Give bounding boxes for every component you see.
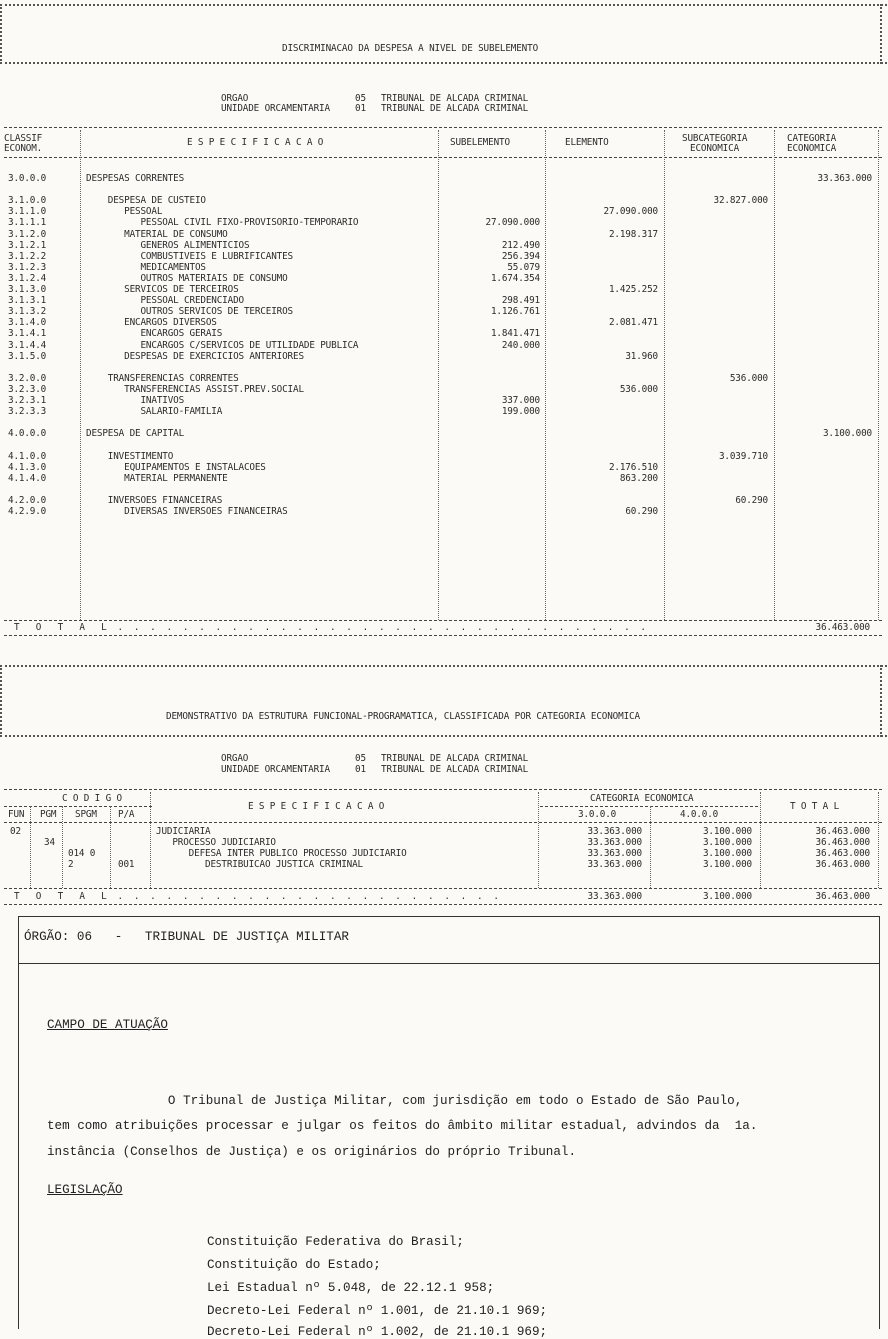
- row-subelemento: 212.490: [501, 239, 540, 251]
- row-especificacao: DESPESAS DE EXERCICIOS ANTERIORES: [86, 350, 304, 362]
- legislacao-heading: LEGISLAÇÃO: [47, 1183, 123, 1197]
- row-cat1: 33.363.000: [587, 859, 642, 871]
- row-categoria: 3.100.000: [822, 428, 872, 440]
- row-total: 36.463.000: [815, 837, 870, 849]
- unidade-name: TRIBUNAL DE ALCADA CRIMINAL: [381, 764, 529, 775]
- table-row: [0, 340, 887, 351]
- row-especificacao: MEDICAMENTOS: [86, 261, 206, 273]
- table-row: [0, 395, 887, 406]
- row-code: 3.2.3.0: [8, 383, 47, 395]
- campo-line-3: instância (Conselhos de Justiça) e os originários do próprio Tribunal.: [47, 1145, 577, 1159]
- row-code: 3.2.0.0: [8, 372, 47, 384]
- orgao06-title-rule: [18, 963, 879, 964]
- unidade-name: TRIBUNAL DE ALCADA CRIMINAL: [381, 103, 529, 114]
- total-label: T O T A L . . . . . . . . . . . . . . . . . . . . . . . . . . . . . . . . .: [14, 622, 646, 633]
- row-code: 4.0.0.0: [8, 428, 47, 440]
- table-row: [0, 284, 887, 295]
- unidade-label: UNIDADE ORCAMENTARIA: [221, 103, 330, 114]
- row-especificacao: JUDICIARIA: [156, 826, 211, 837]
- row-subelemento: 27.090.000: [485, 217, 540, 229]
- row-especificacao: MATERIAL DE CONSUMO: [86, 228, 228, 240]
- row-elemento: 863.200: [619, 472, 658, 484]
- row-code: 4.1.0.0: [8, 450, 47, 462]
- row-elemento: 536.000: [619, 383, 658, 395]
- campo-line-2: tem como atribuições processar e julgar os feitos do âmbito militar estadual, advindos da 1a.: [47, 1119, 758, 1133]
- table-row: [0, 195, 887, 206]
- row-total: 36.463.000: [815, 826, 870, 837]
- row-especificacao: ENCARGOS GERAIS: [86, 328, 223, 340]
- row-cat2: 3.100.000: [702, 837, 752, 849]
- row-code: 3.1.2.2: [8, 250, 47, 262]
- legislacao-item: Decreto-Lei Federal nº 1.001, de 21.10.1 969;: [207, 1304, 548, 1318]
- table-top-rule: [4, 127, 882, 128]
- row-especificacao: OUTROS MATERIAIS DE CONSUMO: [86, 272, 288, 284]
- table-row: [0, 506, 887, 517]
- col-header-classif: CLASSIF: [4, 133, 43, 144]
- total-top-rule: [4, 620, 882, 621]
- table2-header-rule: [4, 822, 882, 823]
- row-total: 36.463.000: [815, 848, 870, 860]
- table-row: [0, 859, 887, 870]
- table-row: [0, 826, 887, 837]
- campo-heading: CAMPO DE ATUAÇÃO: [47, 1018, 168, 1032]
- table-row: [0, 229, 887, 240]
- row-subelemento: 256.394: [501, 250, 540, 262]
- row-especificacao: TRANSFERENCIAS ASSIST.PREV.SOCIAL: [86, 383, 304, 395]
- header-rule: [4, 157, 882, 158]
- categoria-rule: [540, 806, 758, 807]
- orgao-name: TRIBUNAL DE ALCADA CRIMINAL: [381, 753, 529, 764]
- table2-top-rule: [4, 789, 882, 790]
- row-especificacao: DESPESA DE CAPITAL: [86, 428, 185, 440]
- row-especificacao: PESSOAL: [86, 206, 163, 218]
- col-header-classif-2: ECONOM.: [4, 143, 43, 154]
- row-code: 4.2.0.0: [8, 494, 47, 506]
- table-row: [0, 206, 887, 217]
- table-row: [0, 217, 887, 228]
- table-row: [0, 473, 887, 484]
- table-row: [0, 495, 887, 506]
- row-especificacao: INVERSOES FINANCEIRAS: [86, 494, 223, 506]
- total-total: 36.463.000: [815, 891, 870, 902]
- col-header-fun: FUN: [8, 809, 25, 820]
- row-elemento: 2.081.471: [608, 317, 658, 329]
- row-code: 4.1.4.0: [8, 472, 47, 484]
- row-code: 3.1.1.1: [8, 217, 47, 229]
- row-code: 3.1.3.2: [8, 306, 47, 318]
- row-pgm: 34: [44, 837, 55, 849]
- orgao-name: TRIBUNAL DE ALCADA CRIMINAL: [381, 93, 529, 104]
- row-cat2: 3.100.000: [702, 826, 752, 837]
- table-row: [0, 462, 887, 473]
- table-row: [0, 362, 887, 373]
- col-header-total: T O T A L: [790, 801, 840, 812]
- col-header-categoria: CATEGORIA: [787, 133, 837, 144]
- row-especificacao: ENCARGOS C/SERVICOS DE UTILIDADE PUBLICA: [86, 339, 359, 351]
- total-cat1: 33.363.000: [587, 891, 642, 902]
- col-header-cat2: 4.0.0.0: [680, 809, 719, 820]
- campo-line-1: O Tribunal de Justiça Militar, com jurisdição em todo o Estado de São Paulo,: [47, 1094, 743, 1108]
- row-code: 3.1.2.1: [8, 239, 47, 251]
- col-header-especificacao: E S P E C I F I C A C A O: [187, 137, 324, 148]
- table-row: [0, 173, 887, 184]
- row-elemento: 2.176.510: [608, 461, 658, 473]
- row-subcategoria: 3.039.710: [718, 450, 768, 462]
- banner-left-border: [0, 4, 8, 64]
- row-cat1: 33.363.000: [587, 837, 642, 849]
- table-row: [0, 428, 887, 439]
- row-cat1: 33.363.000: [587, 848, 642, 860]
- col-header-categoria-2: ECONOMICA: [787, 143, 837, 154]
- orgao06-title: ÓRGÃO: 06 - TRIBUNAL DE JUSTIÇA MILITAR: [24, 930, 349, 944]
- row-especificacao: COMBUSTIVEIS E LUBRIFICANTES: [86, 250, 293, 262]
- table-row: [0, 439, 887, 450]
- banner-bottom-border: [0, 735, 887, 737]
- row-subelemento: 240.000: [501, 339, 540, 351]
- row-subelemento: 199.000: [501, 406, 540, 418]
- row-code: 3.1.4.4: [8, 339, 47, 351]
- table-row: [0, 328, 887, 339]
- row-code: 4.1.3.0: [8, 461, 47, 473]
- row-spgm: 014 0: [68, 848, 96, 860]
- orgao-label: ORGAO: [221, 93, 249, 104]
- col-header-pgm: PGM: [40, 809, 57, 820]
- row-total: 36.463.000: [815, 859, 870, 871]
- row-especificacao: EQUIPAMENTOS E INSTALACOES: [86, 461, 266, 473]
- table2-total-bottom-rule: [4, 904, 882, 905]
- orgao-code: 05: [355, 753, 366, 764]
- unidade-label: UNIDADE ORCAMENTARIA: [221, 764, 330, 775]
- legislacao-item: Constituição Federativa do Brasil;: [207, 1235, 464, 1249]
- col-header-subelemento: SUBELEMENTO: [450, 137, 510, 148]
- row-especificacao: INVESTIMENTO: [86, 450, 174, 462]
- row-code: 3.1.0.0: [8, 195, 47, 207]
- row-fun: 02: [10, 826, 21, 837]
- table-row: [0, 295, 887, 306]
- table-row: [0, 240, 887, 251]
- col-header-especificacao: E S P E C I F I C A C A O: [248, 801, 385, 812]
- row-spgm: 2: [68, 859, 74, 871]
- row-especificacao: MATERIAL PERMANENTE: [86, 472, 228, 484]
- unidade-code: 01: [355, 764, 366, 775]
- orgao-label: ORGAO: [221, 753, 249, 764]
- orgao-code: 05: [355, 93, 366, 104]
- row-categoria: 33.363.000: [817, 173, 872, 184]
- row-especificacao: DEFESA INTER PUBLICO PROCESSO JUDICIARIO: [156, 848, 407, 860]
- row-subelemento: 337.000: [501, 395, 540, 406]
- col-header-subcategoria-2: ECONOMICA: [690, 143, 740, 154]
- banner-top-border: [0, 4, 887, 6]
- row-elemento: 27.090.000: [603, 206, 658, 218]
- row-code: 3.1.3.0: [8, 284, 47, 295]
- row-code: 3.0.0.0: [8, 173, 47, 184]
- table-row: [0, 848, 887, 859]
- row-code: 3.1.4.0: [8, 317, 47, 329]
- row-subcategoria: 32.827.000: [713, 195, 768, 207]
- row-especificacao: DESPESAS CORRENTES: [86, 173, 185, 184]
- total-value: 36.463.000: [815, 622, 870, 633]
- col-header-codigo: C O D I G O: [62, 793, 122, 804]
- banner-right-border: [880, 4, 888, 64]
- table-row: [0, 273, 887, 284]
- row-subelemento: 1.674.354: [490, 272, 540, 284]
- banner-title: DISCRIMINACAO DA DESPESA A NIVEL DE SUBELEMENTO: [282, 43, 539, 54]
- row-code: 3.2.3.3: [8, 406, 47, 418]
- legislacao-item: Decreto-Lei Federal nº 1.002, de 21.10.1 969;: [207, 1325, 548, 1339]
- row-code: 3.1.5.0: [8, 350, 47, 362]
- row-cat1: 33.363.000: [587, 826, 642, 837]
- row-subelemento: 298.491: [501, 295, 540, 307]
- row-elemento: 31.960: [625, 350, 658, 362]
- row-code: 3.1.2.3: [8, 261, 47, 273]
- row-subelemento: 55.079: [507, 261, 540, 273]
- row-subelemento: 1.841.471: [490, 328, 540, 340]
- table2-total-top-rule: [4, 888, 882, 889]
- row-code: 3.1.3.1: [8, 295, 47, 307]
- table-row: [0, 451, 887, 462]
- legislacao-item: Lei Estadual nº 5.048, de 22.12.1 958;: [207, 1281, 495, 1295]
- table-row: [0, 484, 887, 495]
- row-especificacao: PESSOAL CREDENCIADO: [86, 295, 244, 307]
- banner-bottom-border: [0, 62, 887, 64]
- row-subelemento: 1.126.761: [490, 306, 540, 318]
- table-row: [0, 417, 887, 428]
- col-header-elemento: ELEMENTO: [565, 137, 609, 148]
- table-row: [0, 406, 887, 417]
- row-code: 3.1.2.0: [8, 228, 47, 240]
- row-especificacao: TRANSFERENCIAS CORRENTES: [86, 372, 239, 384]
- row-pa: 001: [118, 859, 135, 871]
- row-especificacao: SALARIO-FAMILIA: [86, 406, 223, 418]
- row-code: 3.1.4.1: [8, 328, 47, 340]
- table-row: [0, 837, 887, 848]
- legislacao-item: Constituição do Estado;: [207, 1258, 381, 1272]
- banner-right-border: [880, 665, 888, 737]
- col-header-categoria-economica: CATEGORIA ECONOMICA: [590, 793, 694, 804]
- col-header-pa: P/A: [118, 809, 135, 820]
- row-elemento: 2.198.317: [608, 228, 658, 240]
- row-code: 3.1.2.4: [8, 272, 47, 284]
- total-bottom-rule: [4, 635, 882, 636]
- row-especificacao: DESTRIBUICAO JUSTICA CRIMINAL: [156, 859, 363, 871]
- row-subcategoria: 60.290: [735, 494, 768, 506]
- row-especificacao: DIVERSAS INVERSOES FINANCEIRAS: [86, 506, 288, 517]
- row-especificacao: INATIVOS: [86, 395, 185, 406]
- row-elemento: 60.290: [625, 506, 658, 517]
- table-row: [0, 373, 887, 384]
- banner-top-border: [0, 665, 887, 667]
- table-row: [0, 306, 887, 317]
- table-row: [0, 317, 887, 328]
- banner-left-border: [0, 665, 8, 737]
- row-especificacao: GENEROS ALIMENTICIOS: [86, 239, 250, 251]
- row-especificacao: PESSOAL CIVIL FIXO-PROVISORIO-TEMPORARIO: [86, 217, 359, 229]
- row-especificacao: DESPESA DE CUSTEIO: [86, 195, 206, 207]
- row-elemento: 1.425.252: [608, 284, 658, 295]
- row-especificacao: SERVICOS DE TERCEIROS: [86, 284, 239, 295]
- row-code: 3.2.3.1: [8, 395, 47, 406]
- row-especificacao: ENCARGOS DIVERSOS: [86, 317, 217, 329]
- row-code: 3.1.1.0: [8, 206, 47, 218]
- banner-title: DEMONSTRATIVO DA ESTRUTURA FUNCIONAL-PROGRAMATICA, CLASSIFICADA POR CATEGORIA ECONOMICA: [166, 711, 640, 722]
- col-header-cat1: 3.0.0.0: [578, 809, 617, 820]
- row-cat2: 3.100.000: [702, 859, 752, 871]
- col-header-spgm: SPGM: [75, 809, 97, 820]
- table-row: [0, 384, 887, 395]
- total-label: T O T A L . . . . . . . . . . . . . . . . . . . . . . . .: [14, 891, 499, 902]
- row-cat2: 3.100.000: [702, 848, 752, 860]
- row-code: 4.2.9.0: [8, 506, 47, 517]
- col-header-subcategoria: SUBCATEGORIA: [682, 133, 748, 144]
- unidade-code: 01: [355, 103, 366, 114]
- row-especificacao: OUTROS SERVICOS DE TERCEIROS: [86, 306, 293, 318]
- row-subcategoria: 536.000: [729, 372, 768, 384]
- row-especificacao: PROCESSO JUDICIARIO: [156, 837, 276, 849]
- table-row: [0, 262, 887, 273]
- table-row: [0, 184, 887, 195]
- codigo-rule: [4, 806, 152, 807]
- total-cat2: 3.100.000: [702, 891, 752, 902]
- table-row: [0, 251, 887, 262]
- table-row: [0, 351, 887, 362]
